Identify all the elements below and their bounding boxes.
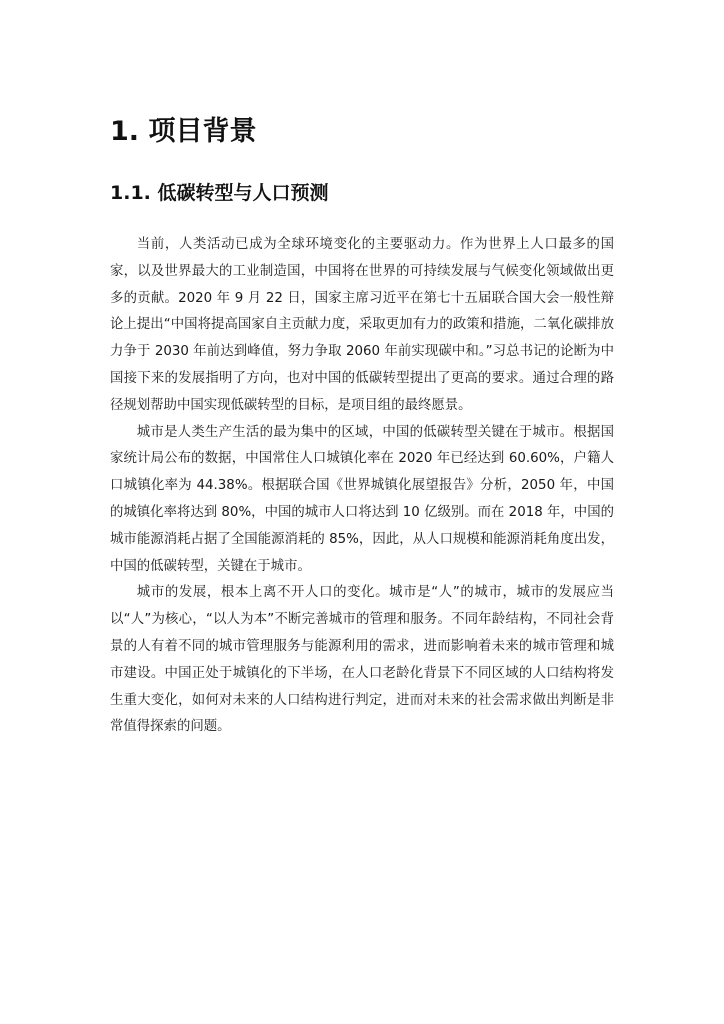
subsection-heading: 1.1. 低碳转型与人口预测 [110, 182, 329, 204]
paragraph-2: 城市是人类生产生活的最为集中的区域，中国的低碳转型关键在于城市。根据国家统计局公布的数据，中国常住人口城镇化率在 2020 年已经达到 60.60%，户籍人口城镇化率为 44.38%。根据联合国《世界城镇化展望报告》分析，2050 年，中国的城镇化率将达到 80%，中国的城市人口将达到 10 亿级别。而在 2018 年，中国的城市能源消耗占据了全国能源消耗的 85%，因此，从人口规模和能源消耗角度出发，中国的低碳转型，关键在于城市。 [110, 424, 614, 574]
paragraph-3: 城市的发展，根本上离不开人口的变化。城市是“人”的城市，城市的发展应当以“人”为核心，“以人为本”不断完善城市的管理和服务。不同年龄结构，不同社会背景的人有着不同的城市管理服务与能源利用的需求，进而影响着未来的城市管理和城市建设。中国正处于城镇化的下半场，在人口老龄化背景下不同区域的人口结构将发生重大变化，如何对未来的人口结构进行判定，进而对未来的社会需求做出判断是非常值得探索的问题。 [110, 585, 614, 735]
body-text [110, 232, 614, 741]
paragraph-1: 当前，人类活动已成为全球环境变化的主要驱动力。作为世界上人口最多的国家，以及世界最大的工业制造国，中国将在世界的可持续发展与气候变化领域做出更多的贡献。2020 年 9 月 22 日，国家主席习近平在第七十五届联合国大会一般性辩论上提出“中国将提高国家自主贡献力度，采取更加有力的政策和措施，二氧化碳排放力争于 2030 年前达到峰值，努力争取 2060 年前实现碳中和。”习总书记的论断为中国接下来的发展指明了方向，也对中国的低碳转型提出了更高的要求。通过合理的路径规划帮助中国实现低碳转型的目标，是项目组的最终愿景。 [110, 237, 614, 413]
section-heading: 1. 项目背景 [110, 116, 257, 147]
